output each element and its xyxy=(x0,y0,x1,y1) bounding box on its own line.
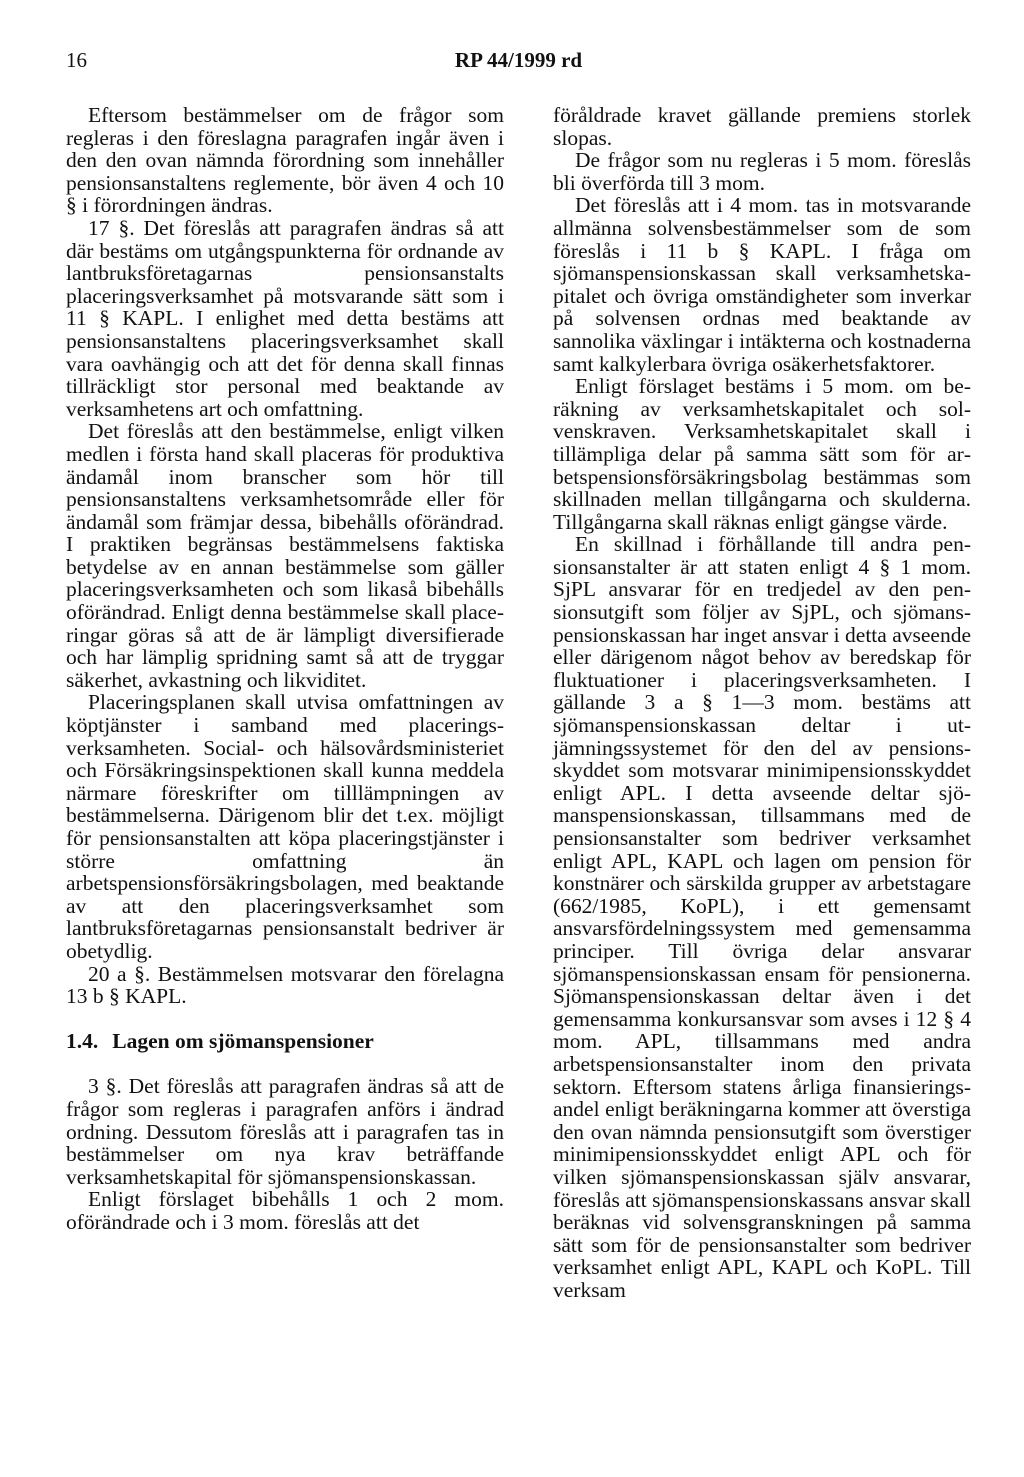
section-title: Lagen om sjömanspensioner xyxy=(112,1028,374,1053)
right-column xyxy=(553,104,971,1301)
section-number: 1.4. xyxy=(66,1028,99,1053)
page-number: 16 xyxy=(66,48,87,72)
paragraph: Enligt förslaget bestäms i 5 mom. om beräkning av verksamhetskapitalet och solvenskraven. Verksamhetskapitalet skall i tillämpliga delar på samma sätt som för arbetspensionsförsäkringsbolag bestämmas som skillnaden mellan tillgångarna och skulderna. Tillgångarna skall räknas enligt gängse värde. xyxy=(553,374,971,534)
paragraph: Eftersom bestämmelser om de frågor som regleras i den föreslagna paragrafen ingår även i den den ovan nämnda förordning som innehåller pensionsanstaltens reglemente, bör även 4 och 10 § i förordningen ändras. xyxy=(66,103,504,218)
paragraph: 20 a §. Bestämmelsen motsvarar den förelagna 13 b § KAPL. xyxy=(66,961,504,1009)
section-heading xyxy=(66,1030,504,1053)
paragraph: 17 §. Det föreslås att paragrafen ändras så att där bestäms om utgångspunkterna för ordnande av lantbruksföretagarnas pensionsanstalts placeringsverksamhet på motsvarande sätt som i 11 § KAPL. I enlighet med detta bestäms att pensionsanstaltens placeringsverksamhet skall vara oavhängig och att det för denna skall finnas tillräckligt stor personal med beaktande av verksamhetens art och omfattning. xyxy=(66,215,504,421)
paragraph: Det föreslås att i 4 mom. tas in motsvarande allmänna solvensbestämmelser som de som föreslås i 11 b § KAPL. I fråga om sjömanspensionskassan skall verksamhetskapitalet och övriga omständigheter som inverkar på solvensen ordnas med beaktande av sannolika växlingar i intäkterna och kostnaderna samt kalkylerbara övriga osäkerhetsfaktorer. xyxy=(553,193,971,376)
left-column xyxy=(66,104,504,1234)
paragraph: Det föreslås att den bestämmelse, enligt vilken medlen i första hand skall placeras för produktiva ändamål inom branscher som hör till pensionsanstaltens verksamhetsområde eller för ändamål som främjar dessa, bibehålls oförändrad. I praktiken begränsas bestämmelsens faktiska betydelse av en annan bestämmelse som gäller placeringsverksamheten och som likaså bibehålls oförändrad. Enligt denna bestämmelse skall placeringar göras så att de är lämpligt diversifierade och har lämplig spridning samt så att de tryggar säkerhet, avkastning och likviditet. xyxy=(66,419,504,692)
paragraph: 3 §. Det föreslås att paragrafen ändras så att de frågor som regleras i paragrafen anförs i ändrad ordning. Dessutom föreslås att i paragrafen tas in bestämmelser om nya krav beträffande verksamhetskapital för sjömanspensionskassan. xyxy=(66,1074,504,1189)
paragraph: Placeringsplanen skall utvisa omfattningen av köptjänster i samband med placeringsverksamheten. Social- och hälsovårdsministeriet och Försäkringsinspektionen skall kunna meddela närmare föreskrifter om tilllämpningen av bestämmelserna. Därigenom blir det t.ex. möjligt för pensionsanstalten att köpa placeringstjänster i större omfattning än arbetspensionsförsäkringsbolagen, med beaktande av att den placeringsverksamhet som lantbruksföretagarnas pensionsanstalt bedriver är obetydlig. xyxy=(66,690,504,963)
paragraph: En skillnad i förhållande till andra pensionsanstalter är att staten enligt 4 § 1 mom. SjPL ansvarar för en tredjedel av den pensionsutgift som följer av SjPL, och sjömanspensionskassan har inget ansvar i detta avseende eller därigenom något behov av beredskap för fluktuationer i placeringsverksamheten. I gällande 3 a § 1—3 mom. bestäms att sjömanspensionskassan deltar i utjämningssystemet för den del av pensionsskyddet som motsvarar minimipensionsskyddet enligt APL. I detta avseende deltar sjömanspensionskassan, tillsammans med de pensionsanstalter som bedriver verksamhet enligt APL, KAPL och lagen om pension för konstnärer och särskilda grupper av arbetstagare (662/1985, KoPL), i ett gemensamt ansvarsfördelningssystem med gemensamma principer. Till övriga delar ansvarar sjömanspensionskassan ensam för pensionerna. Sjömanspensionskassan deltar även i det gemensamma konkursansvar som avses i 12 § 4 mom. APL, tillsammans med andra arbetspensionsanstalter inom den privata sektorn. Eftersom statens årliga finansieringsandel enligt beräkningarna kommer att överstiga den ovan nämnda pensionsutgift som överstiger minimipensionsskyddet enligt APL och för vilken sjömanspensionskassan själv ansvarar, föreslås att sjömanspensionskassans ansvar skall beräknas vid solvensgranskningen på samma sätt som för de pensionsanstalter som bedriver verksamhet enligt APL, KAPL och KoPL. Till verksam xyxy=(553,532,971,1302)
document-reference: RP 44/1999 rd xyxy=(454,48,583,72)
page-header xyxy=(66,48,971,78)
paragraph: föråldrade kravet gällande premiens storlek slopas. xyxy=(553,103,971,150)
paragraph: Enligt förslaget bibehålls 1 och 2 mom. oförändrade och i 3 mom. föreslås att det xyxy=(66,1187,504,1234)
paragraph: De frågor som nu regleras i 5 mom. föreslås bli överförda till 3 mom. xyxy=(553,148,971,195)
